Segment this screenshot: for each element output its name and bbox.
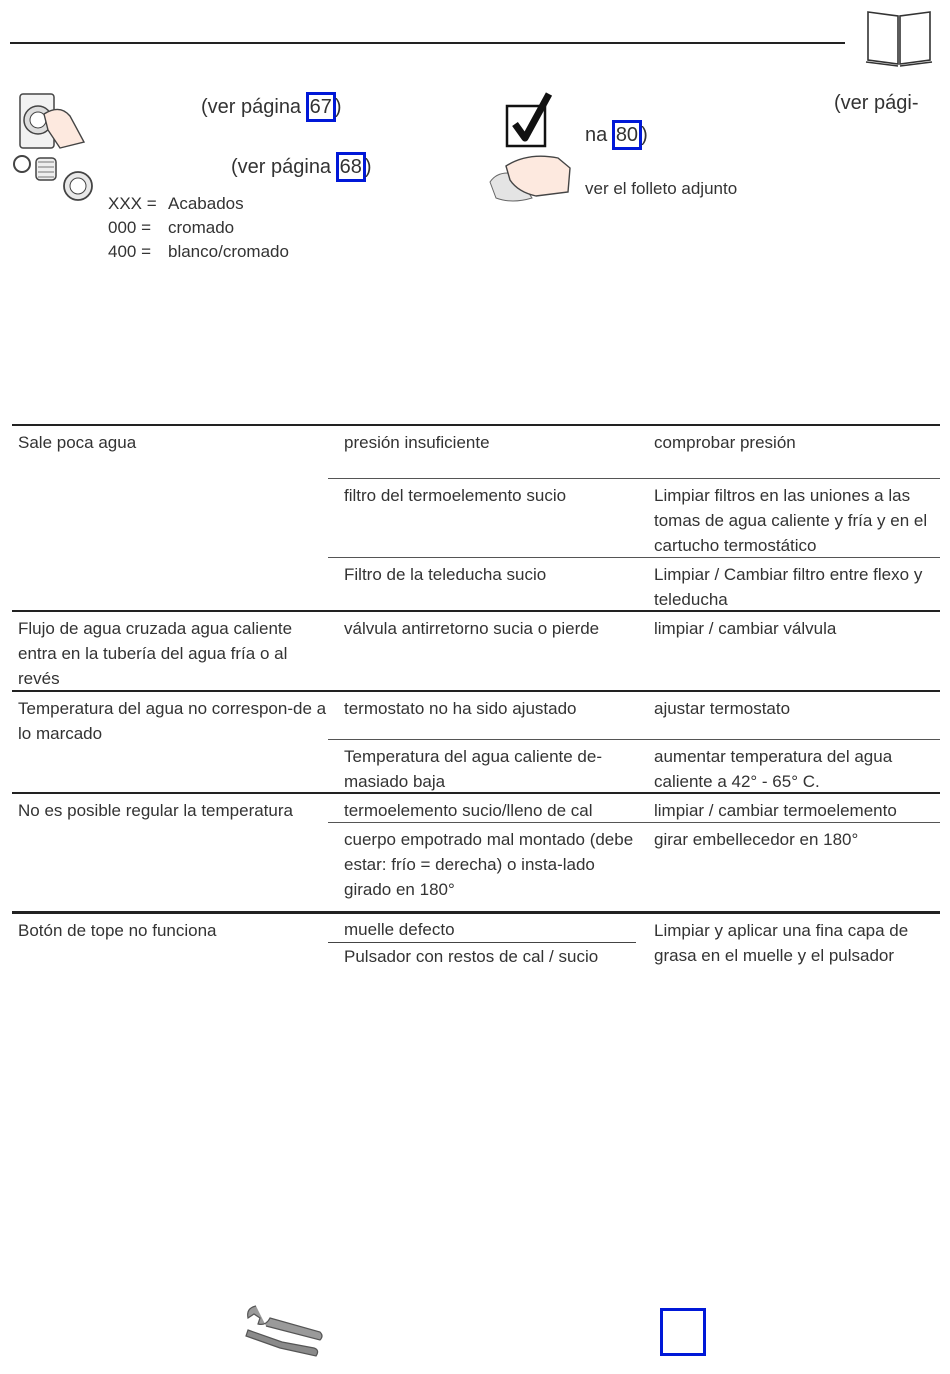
remedy-cell: ajustar termostato bbox=[654, 699, 791, 718]
cause-cell: cuerpo empotrado mal montado (debe estar: frío = derecha) o insta-lado girado en 180° bbox=[344, 830, 634, 899]
finish-row bbox=[108, 240, 289, 264]
cause-row bbox=[328, 426, 940, 478]
table-row bbox=[12, 792, 940, 911]
cause-cell: termoelemento sucio/lleno de cal bbox=[344, 801, 593, 820]
problem-cell: Botón de tope no funciona bbox=[18, 921, 217, 940]
cause-cell: termostato no ha sido ajustado bbox=[344, 699, 577, 718]
finish-name: blanco/cromado bbox=[168, 242, 289, 261]
remedy-cell: Limpiar filtros en las uniones a las tomas de agua caliente y fría y en el cartucho termostático bbox=[654, 486, 928, 555]
dismantle-handle-icon bbox=[14, 90, 90, 152]
problem-cell: Flujo de agua cruzada agua caliente entra en la tubería del agua fría o al revés bbox=[18, 619, 293, 688]
remedy-cell: Limpiar / Cambiar filtro entre flexo y teleducha bbox=[654, 565, 923, 609]
ref-page-68 bbox=[231, 152, 372, 182]
finish-row bbox=[108, 216, 289, 240]
ref-suffix: ) bbox=[334, 96, 342, 118]
cause-cell: Filtro de la teleducha sucio bbox=[344, 565, 547, 584]
finish-name: Acabados bbox=[168, 194, 244, 213]
finish-code: 000 = bbox=[108, 218, 152, 237]
finish-code: XXX = bbox=[108, 194, 157, 213]
finish-code: 400 = bbox=[108, 242, 152, 261]
remedy-cell: Limpiar y aplicar una fina capa de grasa en el muelle y el pulsador bbox=[654, 921, 909, 965]
remedy-cell: limpiar / cambiar termoelemento bbox=[654, 801, 897, 820]
problem-cell: Sale poca agua bbox=[18, 433, 137, 452]
troubleshooting-table bbox=[12, 424, 940, 969]
ref-page-80-line2 bbox=[585, 120, 648, 150]
cause-row bbox=[328, 478, 940, 557]
ref-page-67 bbox=[201, 92, 342, 122]
table-row bbox=[12, 911, 940, 969]
ref-text: na bbox=[585, 124, 613, 146]
cleaning-hand-icon bbox=[488, 152, 572, 208]
table-row bbox=[12, 424, 940, 610]
page-link-80[interactable]: 80 bbox=[612, 120, 642, 150]
cause-row bbox=[328, 739, 940, 792]
cause-row bbox=[328, 557, 940, 610]
remedy-cell: comprobar presión bbox=[654, 433, 796, 452]
ref-text: (ver pági- bbox=[834, 92, 919, 114]
page-link-67[interactable]: 67 bbox=[306, 92, 336, 122]
brochure-note: ver el folleto adjunto bbox=[585, 179, 738, 198]
page-link-68[interactable]: 68 bbox=[336, 152, 366, 182]
remedy-cell: girar embellecedor en 180° bbox=[654, 830, 859, 849]
ref-page-80-line1 bbox=[834, 92, 918, 115]
cause-cell: válvula antirretorno sucia o pierde bbox=[344, 619, 600, 638]
table-row bbox=[12, 610, 940, 690]
cause-row bbox=[328, 822, 940, 911]
table-row bbox=[12, 690, 940, 792]
cause-cell: presión insuficiente bbox=[344, 433, 490, 452]
ref-suffix: ) bbox=[364, 156, 372, 178]
remedy-cell: aumentar temperatura del agua caliente a 42° - 65° C. bbox=[654, 747, 893, 791]
cause-row bbox=[328, 692, 940, 739]
ref-suffix: ) bbox=[641, 124, 648, 146]
cause-row bbox=[328, 612, 940, 641]
cause-cell: muelle defecto bbox=[328, 914, 636, 943]
finish-name: cromado bbox=[168, 218, 235, 237]
finish-row bbox=[108, 192, 289, 216]
open-book-icon bbox=[864, 10, 934, 68]
remedy-cell: limpiar / cambiar válvula bbox=[654, 619, 837, 638]
handle-parts-icon bbox=[12, 150, 98, 206]
page-number-box bbox=[660, 1308, 706, 1356]
tools-icon bbox=[242, 1300, 326, 1358]
checkmark-icon bbox=[505, 92, 553, 148]
finish-list bbox=[108, 192, 289, 264]
cause-cell: filtro del termoelemento sucio bbox=[344, 486, 567, 505]
problem-cell: Temperatura del agua no correspon-de a lo marcado bbox=[18, 699, 327, 743]
ref-text: (ver página bbox=[231, 156, 337, 178]
header-rule bbox=[10, 42, 845, 44]
ref-text: (ver página bbox=[201, 96, 307, 118]
problem-cell: No es posible regular la temperatura bbox=[18, 801, 293, 820]
cause-cell: Temperatura del agua caliente de-masiado baja bbox=[344, 747, 602, 791]
cause-cell: Pulsador con restos de cal / sucio bbox=[344, 947, 599, 966]
cause-row bbox=[328, 794, 940, 822]
